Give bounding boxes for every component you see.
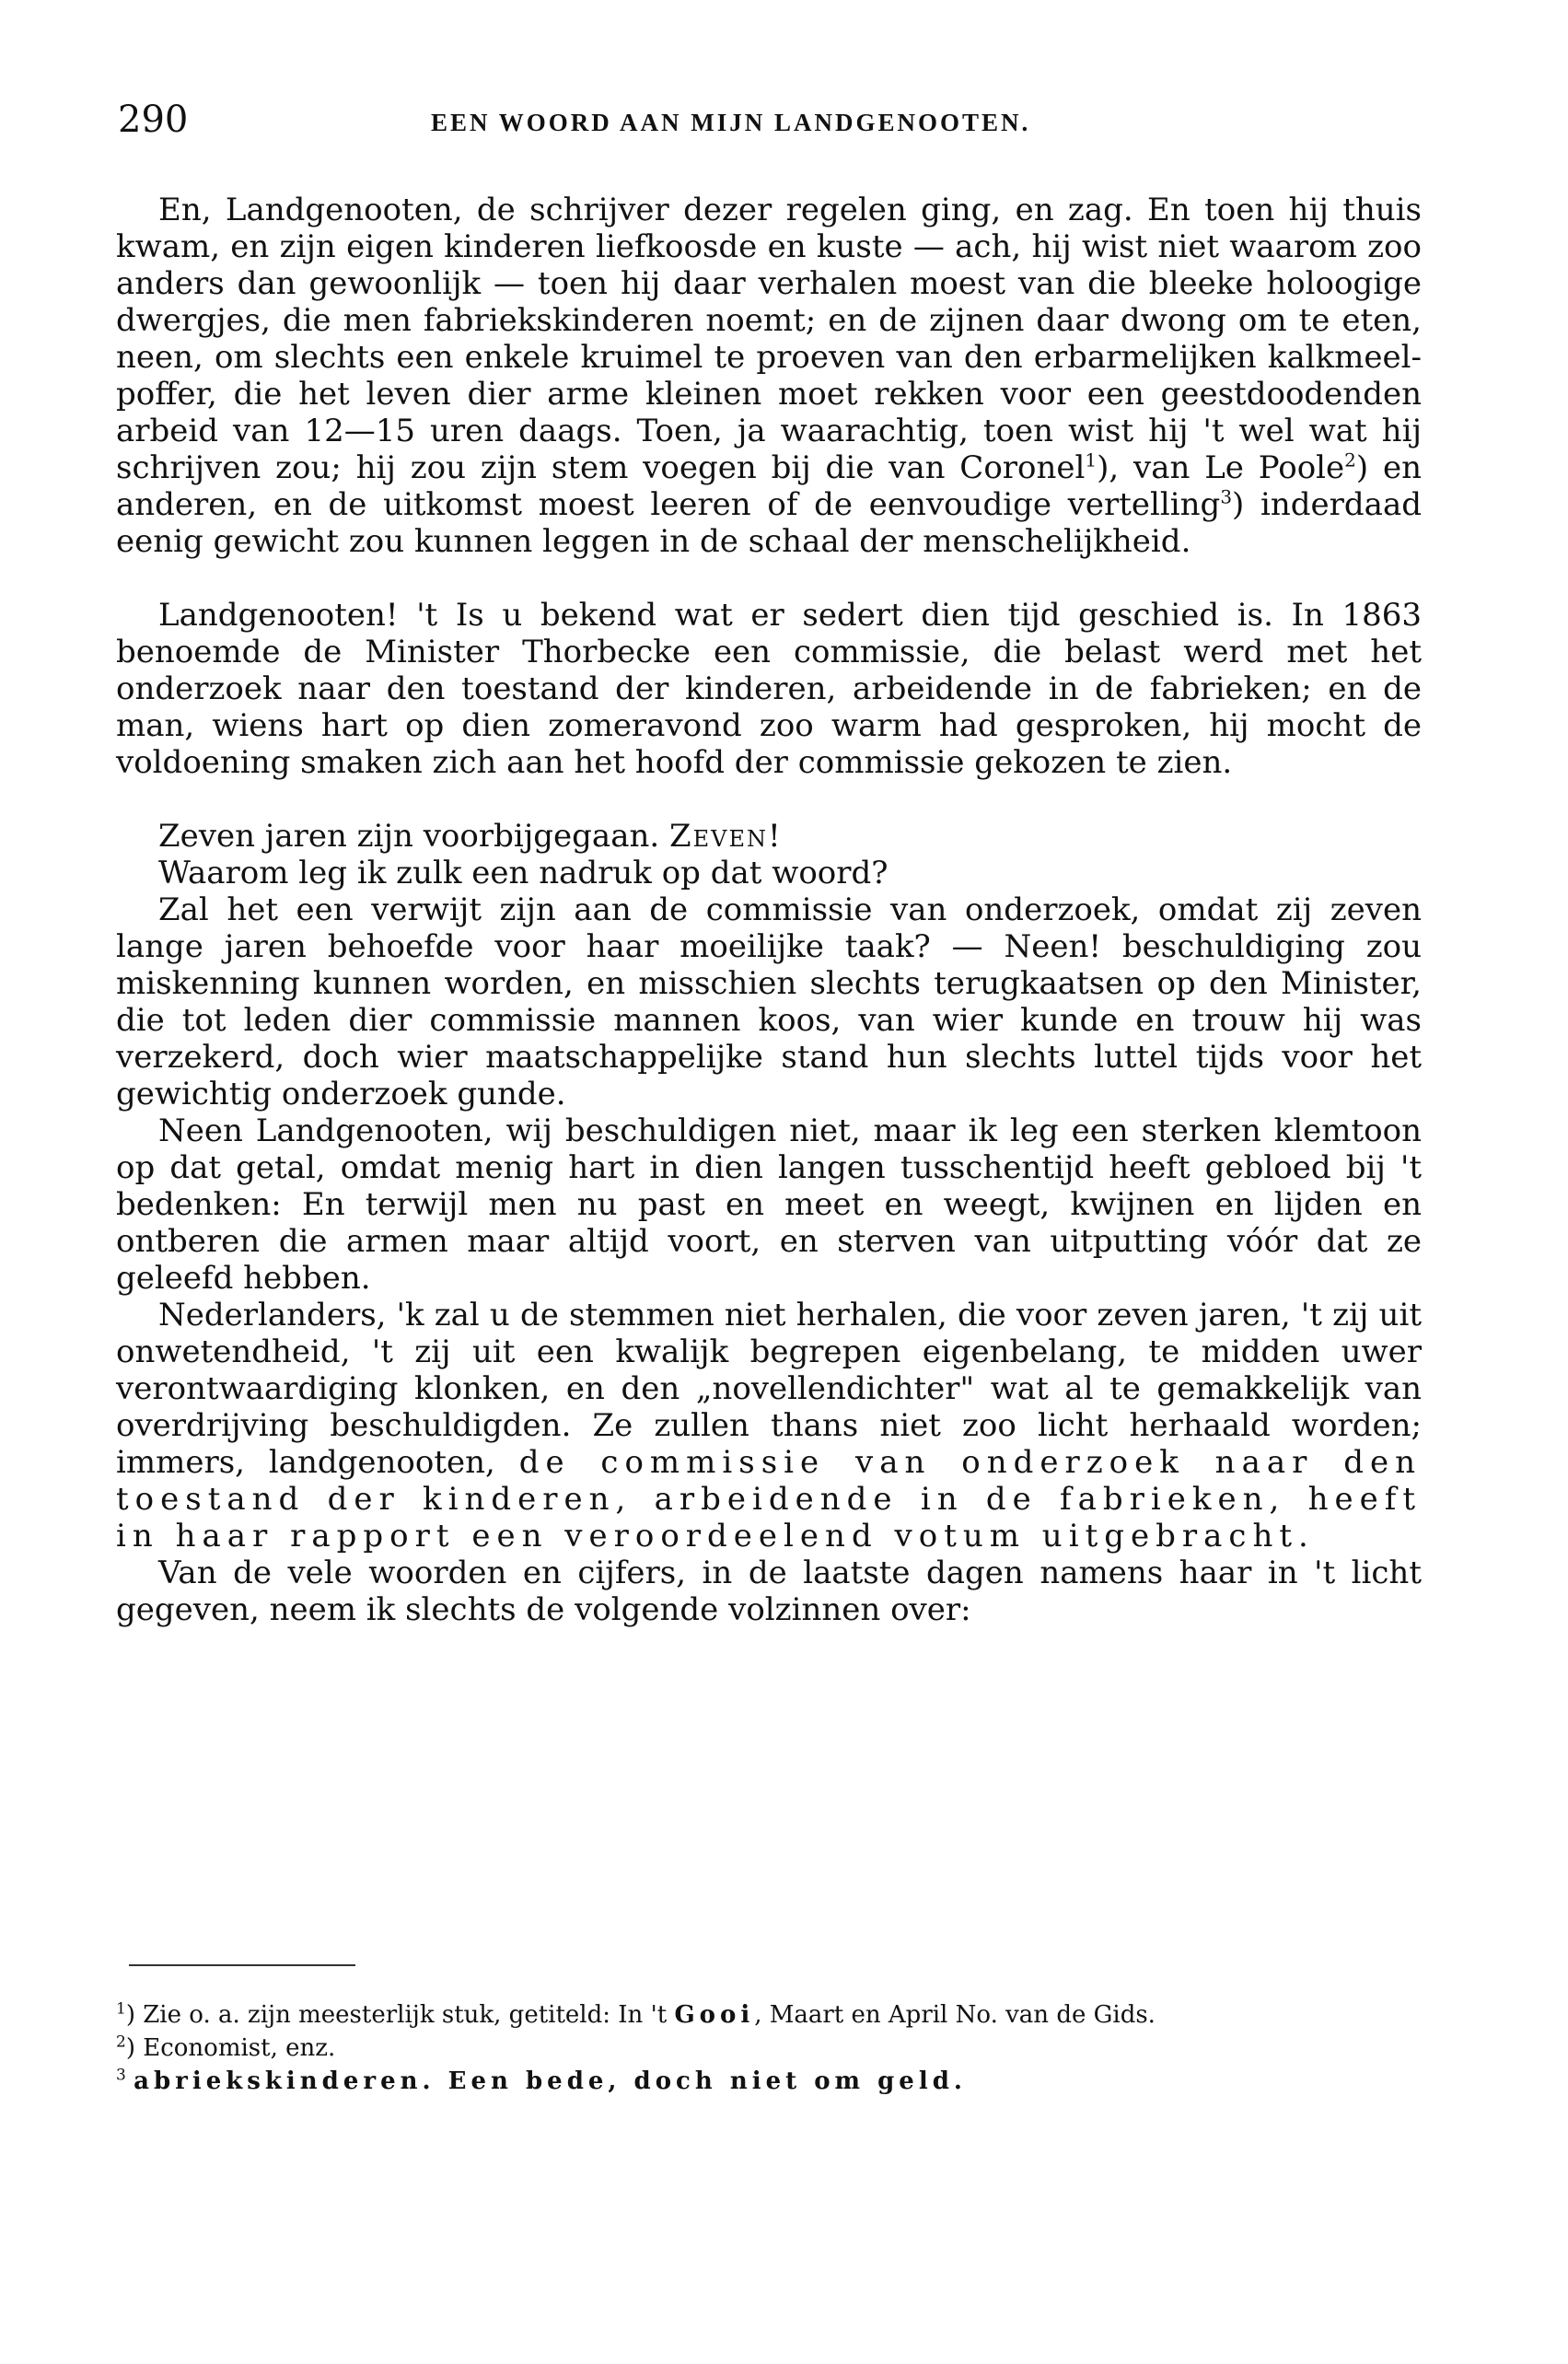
paragraph-7-spaced: de commissie van onderzoek naar den toestand der kinderen, arbeidende in de fabrieken, heeft in haar rapport een veroordeelend votum uitgebracht.: [116, 1444, 1422, 1555]
footnote-3-spaced: abriekskinderen.: [134, 2067, 436, 2095]
footnote-2-text: ) Economist, enz.: [125, 2034, 336, 2062]
page-header: [118, 92, 1416, 147]
paragraph-1: [116, 192, 1422, 560]
footnote-2-mark: 2: [116, 2032, 126, 2052]
paragraph-5: Zal het een verwijt zijn aan de commissie van onderzoek, omdat zij zeven lange jaren behoefde voor haar moeilijke taak? — Neen! beschuldiging zou miskenning kunnen worden, en misschien slechts terugkaatsen op den Minister, die tot leden dier commissie mannen koos, van wier kunde en trouw hij was verzekerd, doch wier maatschappelijke stand hun slechts luttel tijds voor het gewichtig onderzoek gunde.: [116, 891, 1422, 1112]
paragraph-3-end: !: [768, 818, 781, 855]
footnote-1-text: ) Zie o. a. zijn meesterlijk stuk, getiteld: In 't: [125, 2001, 675, 2029]
paragraph-1-text: En, Landgenooten, de schrijver dezer regelen ging, en zag. En toen hij thuis kwam, en zijn eigen kinderen liefkoosde en kuste — ach, hij wist niet waarom zoo anders dan gewoonlijk — toen hij daar verhalen moest van die bleeke holoogige dwergjes, die men fabriekskinderen noemt; en de zijnen daar dwong om te eten, neen, om slechts een enkele kruimel te proeven van den erbarmelijken kalkmeel-poffer, die het leven dier arme kleinen moet rekken voor een geestdoodenden arbeid van 12—15 uren daags. Toen, ja waarachtig, toen wist hij 't wel wat hij schrijven zou; hij zou zijn stem voegen bij die van Coronel: [116, 192, 1422, 486]
footnote-3-mark: 3: [116, 2066, 126, 2085]
footnote-ref-1: 1: [1085, 448, 1098, 472]
running-title: EEN WOORD AAN MIJN LANDGENOOTEN.: [431, 109, 1031, 136]
paragraph-2: Landgenooten! 't Is u bekend wat er sedert dien tijd geschied is. In 1863 benoemde de Minister Thorbecke een commissie, die belast werd met het onderzoek naar den toestand der kinderen, arbeidende in de fabrieken; en de man, wiens hart op dien zomeravond zoo warm had gesproken, hij mocht de voldoening smaken zich aan het hoofd der commissie gekozen te zien.: [116, 597, 1422, 781]
paragraph-6: Neen Landgenooten, wij beschuldigen niet, maar ik leg een sterken klemtoon op dat getal, omdat menig hart in dien langen tusschentijd heeft gebloed bij 't bedenken: En terwijl men nu past en meet en weegt, kwijnen en lijden en ontberen die armen maar altijd voort, en sterven van uitputting vóór dat ze geleefd hebben.: [116, 1112, 1422, 1297]
footnote-1: [116, 1998, 1422, 2032]
footnote-2: [116, 2032, 1422, 2065]
paragraph-4: Waarom leg ik zulk een nadruk op dat woord?: [158, 855, 889, 891]
paragraph-1-end: ) inderdaad eenig gewicht zou kunnen leggen in de schaal der menschelijkheid.: [116, 486, 1422, 560]
footnotes: [116, 1998, 1422, 2098]
footnote-ref-2: 2: [1344, 448, 1356, 472]
paragraph-3-text: Zeven jaren zijn voorbijgegaan.: [158, 818, 660, 855]
footnote-ref-3: 3: [1220, 485, 1233, 508]
paragraph-7-text: Nederlanders, 'k zal u de stemmen niet herhalen, die voor zeven jaren, 't zij uit onwetendheid, 't zij uit een kwalijk begrepen eigenbelang, te midden uwer verontwaardiging klonken, en den „novellendichter" wat al te gemakkelijk van overdrijving beschuldigden. Ze zullen thans niet zoo licht herhaald worden; immers, landgenooten,: [116, 1297, 1422, 1481]
footnote-1-spaced: Gooi: [674, 2001, 755, 2029]
page-number: 290: [118, 99, 189, 141]
footnote-3: [116, 2065, 1422, 2098]
footnote-1-end: , Maart en April No. van de Gids.: [754, 2001, 1156, 2029]
paragraph-1-mid-1: ), van Le Poole: [1097, 449, 1345, 486]
main-text: [116, 192, 1422, 1628]
footnote-divider: [129, 1964, 355, 1966]
paragraph-3-smallcaps: Zeven: [669, 818, 768, 855]
paragraph-7: [116, 1297, 1422, 1555]
footnote-3-end: Een bede, doch niet om geld.: [435, 2067, 967, 2095]
paragraph-3: [116, 818, 1422, 855]
paragraph-1-mid-2: ) en anderen, en de uitkomst moest leeren of de eenvoudige vertelling: [116, 449, 1422, 523]
paragraph-8: Van de vele woorden en cijfers, in de laatste dagen namens haar in 't licht gegeven, neem ik slechts de volgende volzinnen over:: [116, 1555, 1422, 1628]
footnote-1-mark: 1: [116, 1999, 126, 2019]
